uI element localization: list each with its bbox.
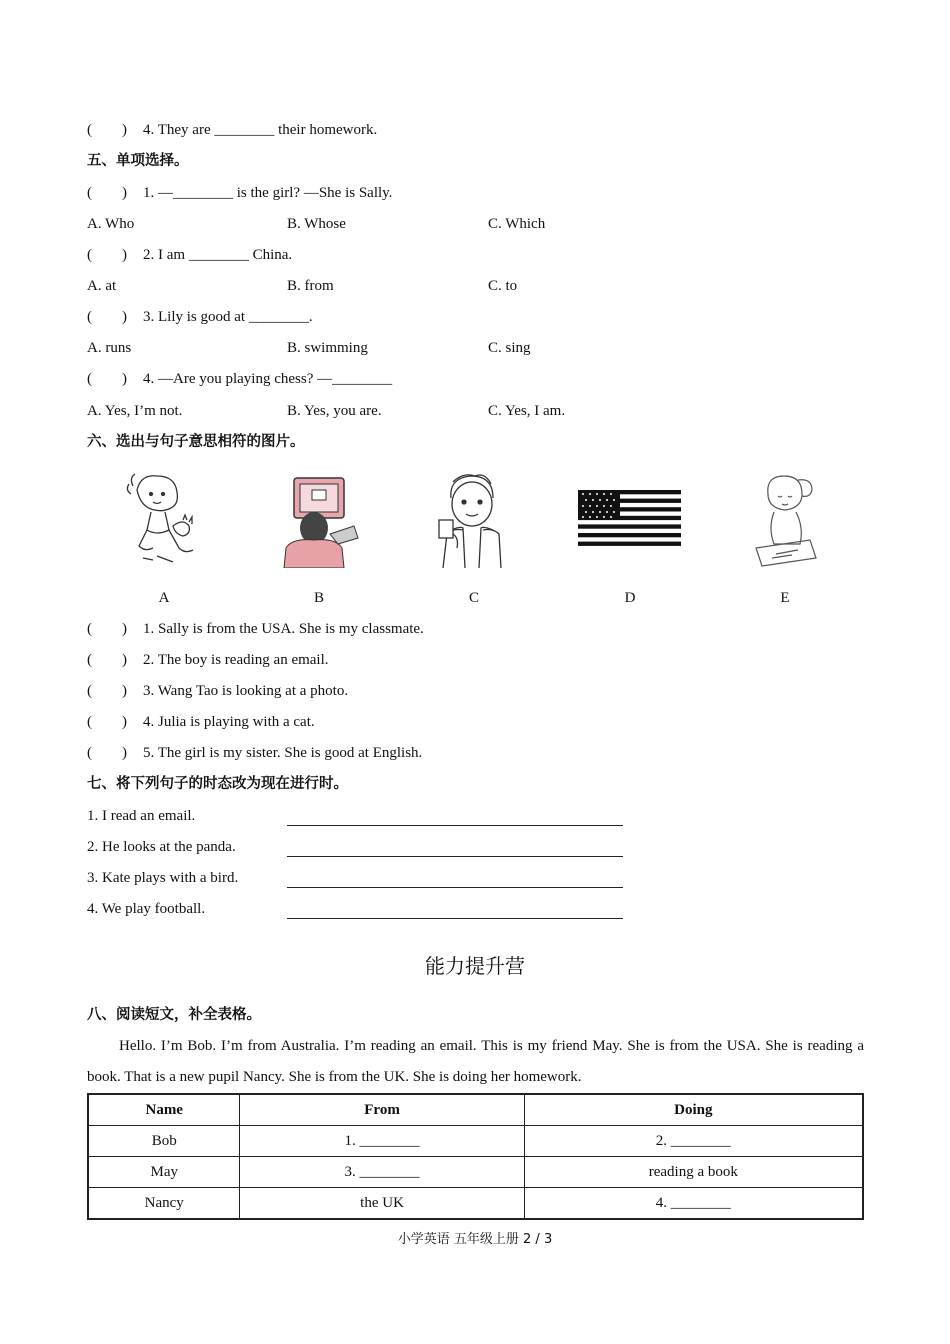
s5-question-2: [87, 245, 292, 265]
picture-label-e: E: [780, 590, 790, 606]
picture-label-d: D: [624, 590, 636, 606]
reading-passage: Hello. I’m Bob. I’m from Australia. I’m reading an email. This is my friend May. She is from the USA. She is reading a book. That is a new pupil Nancy. She is from the UK. She is doing her homework.: [87, 1038, 864, 1085]
s5-q1-option-b: B. Whose: [287, 216, 346, 232]
picture-b-boy-at-computer: [278, 468, 360, 568]
table-cell: Nancy: [88, 1188, 240, 1220]
answer-paren[interactable]: ( ): [87, 621, 127, 637]
s5-question-1: [87, 183, 392, 203]
answer-paren[interactable]: ( ): [87, 247, 127, 263]
picture-e-girl-writing: [752, 468, 818, 568]
s7-item-3: 3. Kate plays with a bird.: [87, 870, 239, 886]
answer-paren[interactable]: ( ): [87, 714, 127, 730]
question-text: 1. —________ is the girl? —She is Sally.: [143, 185, 393, 201]
s5-question-4: [87, 369, 392, 389]
answer-paren[interactable]: ( ): [87, 185, 127, 201]
section7-heading: 七、将下列句子的时态改为现在进行时。: [87, 776, 348, 792]
table-header-row: [88, 1094, 863, 1126]
table-cell: the UK: [240, 1188, 524, 1220]
section6-heading: 六、选出与句子意思相符的图片。: [87, 434, 305, 450]
s7-answer-line-1[interactable]: [287, 825, 623, 826]
picture-label-c: C: [468, 590, 479, 606]
s5-q4-option-a: A. Yes, I’m not.: [87, 403, 183, 419]
question-text: 3. Lily is good at ________.: [143, 309, 313, 325]
s7-answer-line-4[interactable]: [287, 918, 623, 919]
info-table: [87, 1093, 864, 1220]
s5-q3-option-c: C. sing: [488, 340, 531, 356]
s5-q2-option-c: C. to: [488, 278, 518, 294]
table-row: [88, 1188, 863, 1220]
s7-item-1: 1. I read an email.: [87, 808, 196, 824]
s6-item-1: [87, 619, 424, 639]
question-text: 4. —Are you playing chess? —________: [143, 371, 393, 387]
question-text: 2. I am ________ China.: [143, 247, 293, 263]
table-cell-blank[interactable]: 3. ________: [240, 1157, 524, 1188]
answer-paren[interactable]: ( ): [87, 652, 127, 668]
answer-paren[interactable]: ( ): [87, 745, 127, 761]
table-cell: Bob: [88, 1126, 240, 1157]
picture-c-boy-with-photo: [433, 468, 513, 568]
s5-q1-option-c: C. Which: [488, 216, 546, 232]
item-text: 2. The boy is reading an email.: [143, 652, 329, 668]
section8-heading: 八、阅读短文，补全表格。: [87, 1007, 261, 1023]
s5-q1-option-a: A. Who: [87, 216, 135, 232]
table-cell: reading a book: [524, 1157, 863, 1188]
s4-question-4: [87, 120, 377, 140]
s6-item-3: [87, 681, 348, 701]
table-row: [88, 1157, 863, 1188]
s6-item-4: [87, 712, 315, 732]
s5-q4-option-c: C. Yes, I am.: [488, 403, 566, 419]
section-title: 能力提升营: [425, 954, 525, 978]
s5-q3-option-b: B. swimming: [287, 340, 368, 356]
answer-paren[interactable]: ( ): [87, 371, 127, 387]
s5-q2-option-b: B. from: [287, 278, 334, 294]
item-text: 1. Sally is from the USA. She is my classmate.: [143, 621, 424, 637]
page-footer: 小学英语 五年级上册 2 / 3: [397, 1232, 553, 1247]
s5-q4-option-b: B. Yes, you are.: [287, 403, 382, 419]
picture-a-girl-with-cat: [123, 468, 203, 568]
question-text: 4. They are ________ their homework.: [143, 122, 378, 138]
table-header-doing: Doing: [524, 1094, 863, 1126]
picture-label-a: A: [158, 590, 170, 606]
s7-answer-line-2[interactable]: [287, 856, 623, 857]
table-cell-blank[interactable]: 4. ________: [524, 1188, 863, 1220]
table-cell-blank[interactable]: 2. ________: [524, 1126, 863, 1157]
answer-paren[interactable]: ( ): [87, 309, 127, 325]
picture-label-b: B: [313, 590, 324, 606]
s6-item-5: [87, 743, 422, 763]
s5-q2-option-a: A. at: [87, 278, 117, 294]
item-text: 4. Julia is playing with a cat.: [143, 714, 315, 730]
answer-paren[interactable]: ( ): [87, 122, 127, 138]
s5-question-3: [87, 307, 313, 327]
s7-answer-line-3[interactable]: [287, 887, 623, 888]
table-row: [88, 1126, 863, 1157]
table-header-from: From: [240, 1094, 524, 1126]
table-header-name: Name: [88, 1094, 240, 1126]
table-cell-blank[interactable]: 1. ________: [240, 1126, 524, 1157]
section5-heading: 五、单项选择。: [87, 153, 189, 169]
table-cell: May: [88, 1157, 240, 1188]
s5-q3-option-a: A. runs: [87, 340, 132, 356]
picture-d-usa-flag: [578, 490, 681, 546]
answer-paren[interactable]: ( ): [87, 683, 127, 699]
s7-item-2: 2. He looks at the panda.: [87, 839, 236, 855]
item-text: 5. The girl is my sister. She is good at English.: [143, 745, 423, 761]
item-text: 3. Wang Tao is looking at a photo.: [143, 683, 349, 699]
s6-item-2: [87, 650, 329, 670]
s7-item-4: 4. We play football.: [87, 901, 206, 917]
